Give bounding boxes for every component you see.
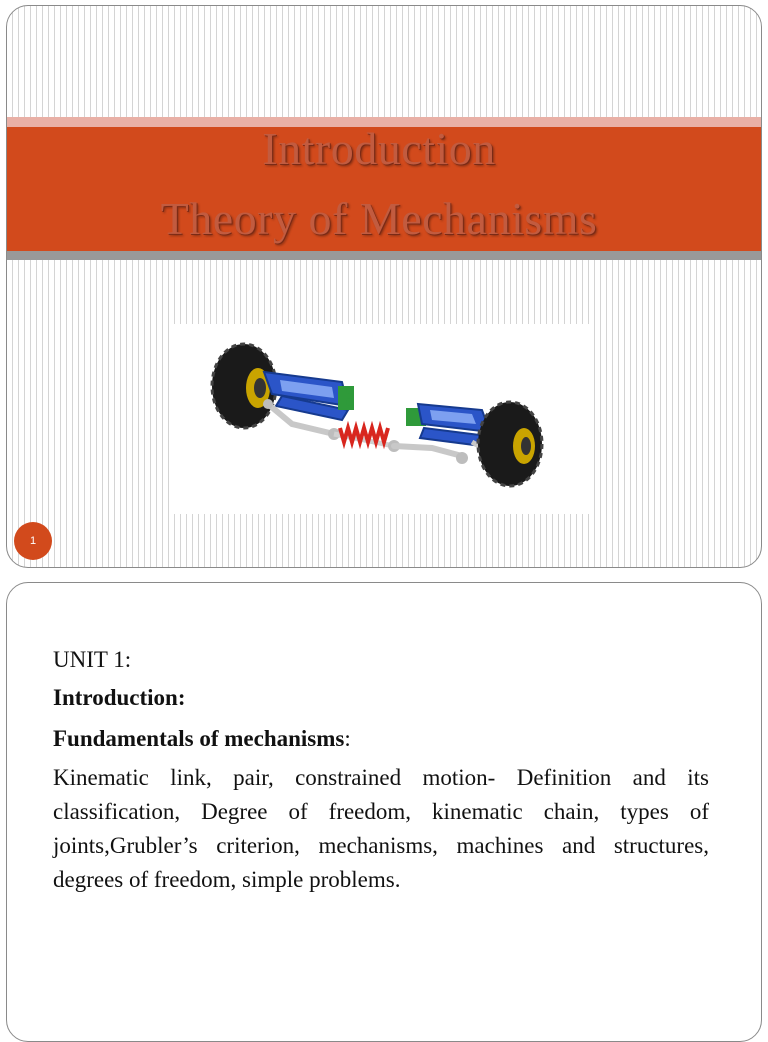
page-number-badge: 1 [14,522,52,560]
suspension-mechanism-illustration [172,324,592,514]
slide-title-line-1: Introduction [262,123,496,174]
left-wheel [212,344,276,428]
right-wheel [478,402,542,486]
syllabus-body-text: Kinematic link, pair, constrained motion- Definition and its classification, Degree of freedom, kinematic chain, types of joints,Grubler’s criterion, mechanisms, machines and structures, degrees of freedom, simple problems. [53,765,709,892]
fundamentals-colon: : [344,726,351,751]
suspension-mechanism-image [172,324,592,514]
introduction-heading: Introduction: [53,685,186,710]
fundamentals-label: Fundamentals of mechanisms [53,726,345,751]
fundamentals-heading [53,726,709,752]
center-spring [334,428,400,452]
title-slide [6,5,762,568]
title-band-bottom-stripe [7,251,761,260]
right-tie-rod [394,446,468,464]
content-slide [6,582,762,1042]
slide-title-line-2: Theory of Mechanisms [160,193,598,244]
unit-heading: UNIT 1: [53,647,132,672]
